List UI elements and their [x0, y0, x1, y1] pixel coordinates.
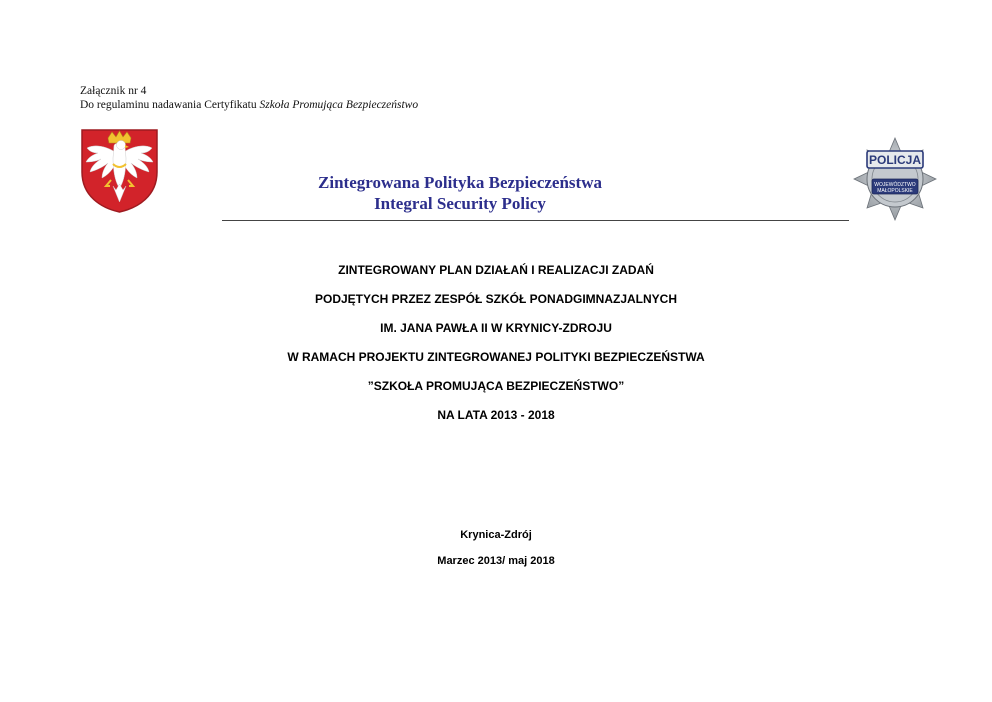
police-badge-icon — [853, 137, 937, 221]
plan-title-line: IM. JANA PAWŁA II W KRYNICY-ZDROJU — [380, 321, 612, 335]
place-name: Krynica-Zdrój — [460, 529, 532, 541]
plan-title-block — [150, 260, 842, 434]
place-and-date — [346, 528, 646, 580]
annex-note — [80, 84, 418, 112]
badge-region-line-2: MAŁOPOLSKIE — [877, 188, 913, 194]
annex-number: Załącznik nr 4 — [80, 85, 147, 97]
annex-regulation-prefix: Do regulaminu nadawania Certyfikatu — [80, 99, 260, 111]
plan-title-line: PODJĘTYCH PRZEZ ZESPÓŁ SZKÓŁ PONADGIMNAZJALNYCH — [314, 292, 678, 306]
malopolska-coat-of-arms-icon — [80, 128, 159, 214]
badge-region-line-1: WOJEWÓDZTWO — [874, 182, 916, 188]
badge-top-text: POLICJA — [868, 153, 922, 167]
annex-regulation-line — [80, 98, 418, 112]
policy-title-english: Integral Security Policy — [374, 194, 546, 213]
header-divider — [222, 220, 849, 221]
plan-title-line: W RAMACH PROJEKTU ZINTEGROWANEJ POLITYKI BEZPIECZEŃSTWA — [287, 350, 705, 364]
document-date: Marzec 2013/ maj 2018 — [437, 555, 555, 567]
policy-title-polish: Zintegrowana Polityka Bezpieczeństwa — [318, 173, 602, 192]
plan-title-line: NA LATA 2013 - 2018 — [437, 408, 555, 422]
plan-title-line: ”SZKOŁA PROMUJĄCA BEZPIECZEŃSTWO” — [367, 379, 625, 393]
annex-certificate-name: Szkoła Promująca Bezpieczeństwo — [259, 99, 419, 111]
policy-title — [200, 172, 720, 214]
plan-title-line: ZINTEGROWANY PLAN DZIAŁAŃ I REALIZACJI ZADAŃ — [338, 263, 654, 277]
